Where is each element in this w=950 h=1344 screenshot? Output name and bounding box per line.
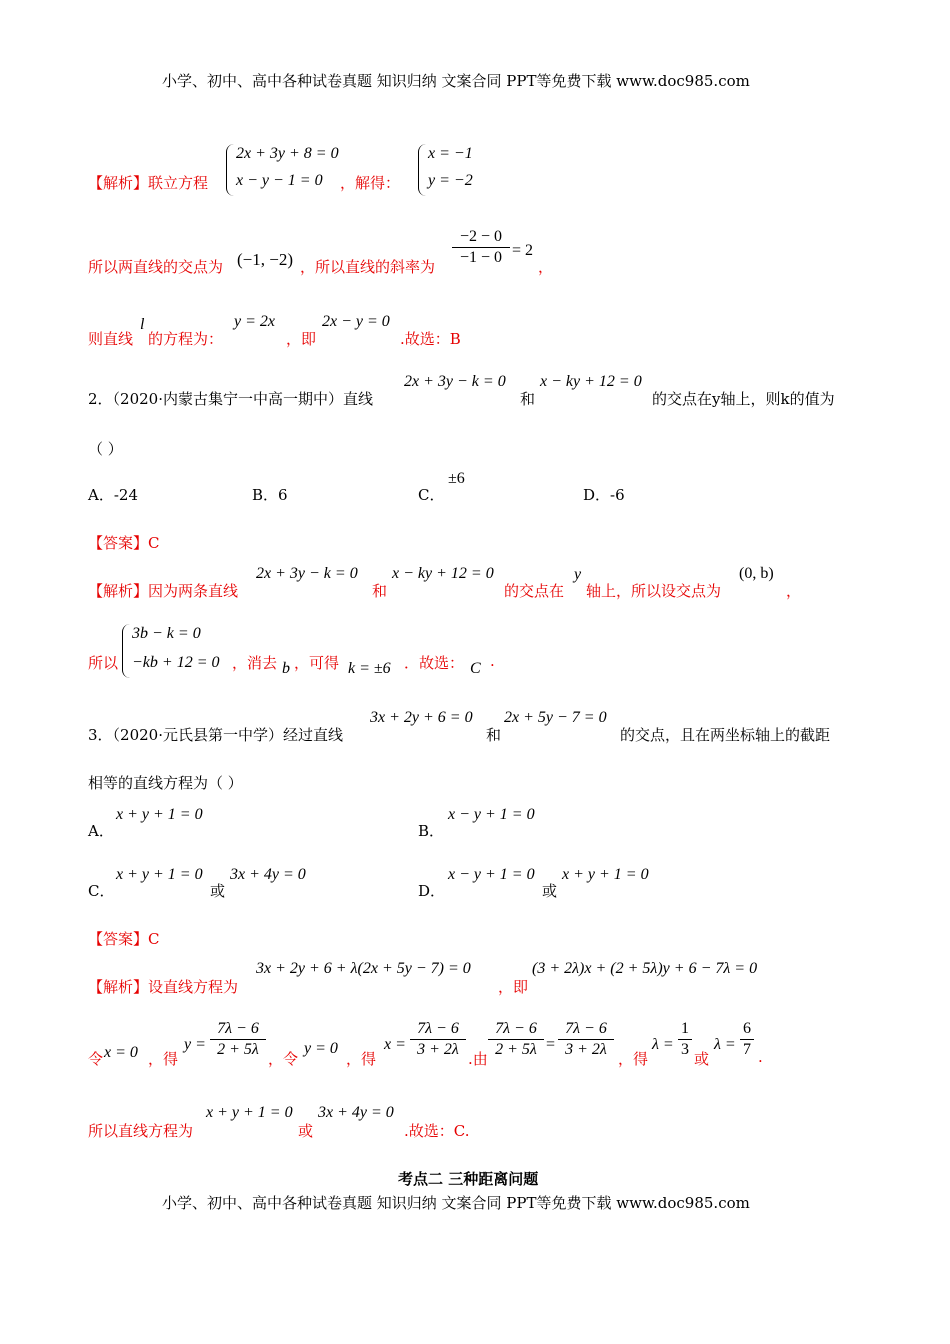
q3-conclusion-eq1: x + y + 1 = 0: [206, 1104, 293, 1121]
q3-and: 和: [486, 726, 502, 744]
q2-option-d-label: D．: [583, 486, 611, 504]
q3-equation-1: 3x + 2y + 6 = 0: [370, 709, 473, 726]
q3-stem-line2: 相等的直线方程为（ ）: [88, 774, 243, 792]
q3-option-d1: x − y + 1 = 0: [448, 866, 535, 883]
q1-equation-1: y = 2x: [234, 313, 275, 330]
q1-slope-numerator: −2 − 0: [459, 228, 503, 245]
q1-slope-fraction: [452, 228, 510, 267]
q3-l2-period: .: [758, 1048, 763, 1066]
q2-option-a: [88, 484, 138, 505]
q2-option-d: [583, 484, 625, 505]
q3-lambda1-fraction: [678, 1020, 692, 1059]
q2-system-eq2: −kb + 12 = 0: [132, 654, 220, 671]
q1-solution-y: y = −2: [428, 172, 473, 189]
q2-stem-prefix: 2．（2020·内蒙古集宁一中高一期中）直线: [88, 390, 373, 408]
q2-equation-system: [122, 624, 232, 678]
q3-conclusion-eq2: 3x + 4y = 0: [318, 1104, 394, 1121]
q1-equation-text: 的方程为：: [148, 330, 224, 348]
q2-option-a-label: A．: [88, 486, 114, 504]
q3-stem-suffix: 的交点，且在两坐标轴上的截距: [620, 726, 831, 744]
q3-lambda2-lhs: λ =: [714, 1036, 736, 1053]
q3-get-text-1: ，得: [148, 1050, 179, 1068]
q3-or-text: 或: [694, 1050, 710, 1068]
q3-lambda1-lhs: λ =: [652, 1036, 674, 1053]
q2-option-b: [252, 484, 288, 505]
q3-option-c-label: C．: [88, 882, 115, 900]
q2-choose-text: ．故选：: [404, 654, 465, 672]
q3-f2-lhs: x =: [384, 1036, 406, 1053]
q3-solution-eq1: 3x + 2y + 6 + λ(2x + 5y − 7) = 0: [256, 960, 471, 977]
brace-icon: [418, 144, 427, 196]
q2-option-a-value: -24: [113, 486, 138, 504]
q2-solution-y: y: [574, 566, 582, 583]
q2-solution-and: 和: [372, 582, 388, 600]
q2-option-c-label: C．: [418, 486, 445, 504]
q2-equation-1: 2x + 3y − k = 0: [404, 373, 506, 390]
q1-slope-text: ，所以直线的斜率为: [300, 258, 436, 276]
q1-solution-label: 【解析】联立方程: [88, 174, 209, 192]
q3-fraction-4-num: 7λ − 6: [565, 1020, 607, 1037]
q3-f1-lhs: y =: [184, 1036, 206, 1053]
q1-system-eq1: 2x + 3y + 8 = 0: [236, 145, 339, 162]
q2-option-b-label: B．: [252, 486, 279, 504]
q3-x-zero: x = 0: [104, 1044, 138, 1061]
q3-lambda2-num: 6: [743, 1020, 751, 1037]
q3-solution-prefix: 【解析】设直线方程为: [88, 978, 239, 996]
q1-choice: .故选：B: [400, 330, 461, 348]
q3-lambda1-den: 3: [681, 1041, 689, 1058]
q3-fraction-1-num: 7λ − 6: [217, 1020, 259, 1037]
q3-solution-eq2: (3 + 2λ)x + (2 + 5λ)y + 6 − 7λ = 0: [532, 960, 758, 977]
page-footer: 小学、初中、高中各种试卷真题 知识归纳 文案合同 PPT等免费下载 www.doc985.com: [162, 1194, 750, 1212]
q3-lambda2-fraction: [740, 1020, 754, 1059]
q3-fraction-4: [558, 1020, 614, 1059]
q3-option-a-label: A．: [88, 822, 114, 840]
q2-obtain-text: ，可得: [294, 654, 340, 672]
q3-let-text-2: ，令: [268, 1050, 299, 1068]
q3-fraction-4-den: 3 + 2λ: [565, 1041, 607, 1058]
q2-solution-mid2: 轴上，所以设交点为: [586, 582, 722, 600]
q2-solution2-prefix: 所以: [88, 654, 119, 672]
section-title: 考点二 三种距离问题: [398, 1170, 539, 1188]
q3-option-d-label: D．: [418, 882, 446, 900]
brace-icon: [226, 144, 235, 196]
q3-let-text: 令: [88, 1050, 104, 1068]
q3-lambda2-den: 7: [743, 1041, 751, 1058]
q3-get-text-2: ，得: [346, 1050, 377, 1068]
q3-fraction-3-num: 7λ − 6: [495, 1020, 537, 1037]
q1-solution-system: [418, 144, 488, 196]
q3-option-c2: 3x + 4y = 0: [230, 866, 306, 883]
q2-system-eq1: 3b − k = 0: [132, 625, 201, 642]
q3-fraction-3-den: 2 + 5λ: [495, 1041, 537, 1058]
q3-get-text-3: ，得: [618, 1050, 649, 1068]
q3-fraction-2: [410, 1020, 466, 1059]
q1-intersection-text: 所以两直线的交点为: [88, 258, 224, 276]
q3-option-d2: x + y + 1 = 0: [562, 866, 649, 883]
q1-intersection-point: (−1, −2): [237, 250, 293, 269]
q1-solution-x: x = −1: [428, 145, 473, 162]
brace-icon: [122, 624, 131, 678]
q1-line-text: 则直线: [88, 330, 134, 348]
q2-and: 和: [520, 390, 536, 408]
q2-eliminate-text: ，消去: [232, 654, 278, 672]
q3-solution-sep: ，即: [498, 978, 529, 996]
q3-conclusion-or: 或: [298, 1122, 314, 1140]
q3-option-b: x − y + 1 = 0: [448, 806, 535, 823]
q3-equation-2: 2x + 5y − 7 = 0: [504, 709, 607, 726]
q3-option-c-or: 或: [210, 882, 226, 900]
q2-solution-comma: ，: [786, 582, 802, 600]
q1-equation-system: [226, 144, 356, 196]
q1-line-l: l: [140, 316, 145, 333]
q1-solve-text: ，解得：: [340, 174, 401, 192]
q1-slope-denominator: −1 − 0: [459, 249, 503, 266]
q3-conclusion-choice: .故选：C.: [404, 1122, 470, 1140]
q2-option-d-value: -6: [610, 486, 625, 504]
q1-comma: ，: [538, 258, 554, 276]
q1-ie-text: ，即: [286, 330, 317, 348]
q2-option-c-value: ±6: [448, 470, 465, 487]
q2-stem-suffix: 的交点在y轴上，则k的值为: [652, 390, 835, 408]
q3-answer: 【答案】C: [88, 930, 160, 948]
q2-solution-point: (0, b): [739, 565, 774, 582]
q2-option-b-value: 6: [278, 486, 288, 504]
q2-answer: 【答案】C: [88, 534, 160, 552]
q3-fraction-1-den: 2 + 5λ: [217, 1041, 259, 1058]
page-header: 小学、初中、高中各种试卷真题 知识归纳 文案合同 PPT等免费下载 www.doc985.com: [162, 72, 750, 90]
q3-option-a: x + y + 1 = 0: [116, 806, 203, 823]
q3-option-c1: x + y + 1 = 0: [116, 866, 203, 883]
q2-equation-2: x − ky + 12 = 0: [540, 373, 642, 390]
q3-lambda1-num: 1: [681, 1020, 689, 1037]
q2-answer-blank: （ ）: [88, 440, 123, 458]
q3-fraction-2-den: 3 + 2λ: [417, 1041, 459, 1058]
q3-conclusion-text: 所以直线方程为: [88, 1122, 194, 1140]
q3-equals: =: [546, 1036, 556, 1053]
q2-solution-eq1: 2x + 3y − k = 0: [256, 565, 358, 582]
q2-solution-prefix: 【解析】因为两条直线: [88, 582, 239, 600]
q3-stem-prefix: 3．（2020·元氏县第一中学）经过直线: [88, 726, 343, 744]
q3-option-d-or: 或: [542, 882, 558, 900]
q2-k-value: k = ±6: [348, 660, 391, 677]
q2-period: .: [490, 652, 495, 670]
q2-solution-eq2: x − ky + 12 = 0: [392, 565, 494, 582]
q2-eliminate-b: b: [282, 660, 290, 677]
q1-system-eq2: x − y − 1 = 0: [236, 172, 323, 189]
q2-choice-c: C: [470, 660, 481, 677]
q2-solution-mid: 的交点在: [504, 582, 565, 600]
q3-from-text: .由: [468, 1050, 488, 1068]
q3-y-zero: y = 0: [304, 1040, 338, 1057]
q1-equation-2: 2x − y = 0: [322, 313, 390, 330]
q1-slope-value: = 2: [512, 242, 534, 259]
q3-fraction-2-num: 7λ − 6: [417, 1020, 459, 1037]
q3-fraction-3: [488, 1020, 544, 1059]
q3-fraction-1: [210, 1020, 266, 1059]
q3-option-b-label: B．: [418, 822, 445, 840]
